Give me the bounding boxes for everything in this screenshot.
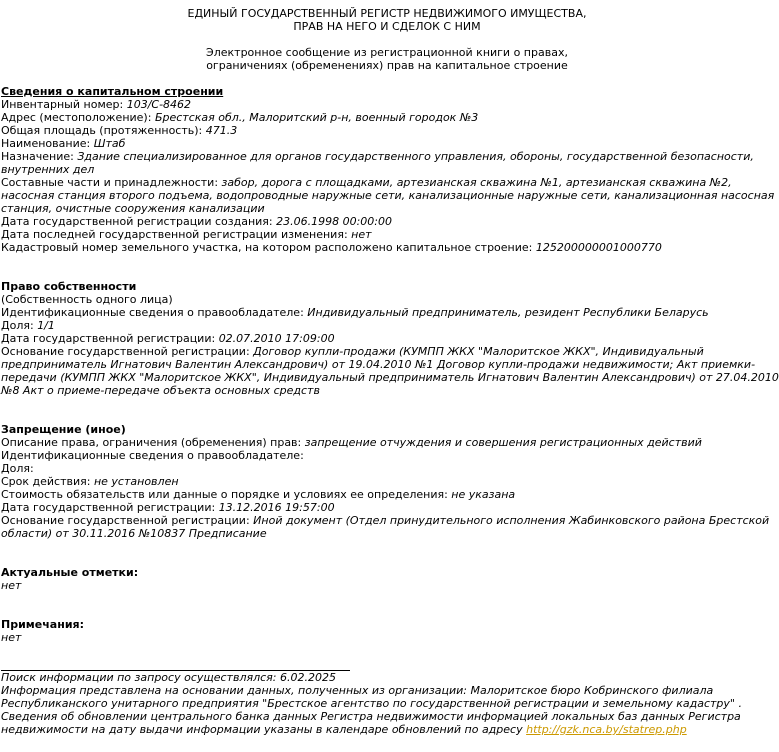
restriction-term-row: [1, 475, 779, 488]
cadastral-value: 125200000001000770: [535, 241, 662, 254]
restriction-reg-date-value: 13.12.2016 19:57:00: [218, 501, 335, 514]
source-info: Информация представлена на основании данных, полученных из организации: Малоритское бюро Кобринского филиала Республиканского унитарного предприятия "Брестское агентство по государственной регистрации и земельному кадастру" .: [1, 684, 742, 710]
title-line-1: ЕДИНЫЙ ГОСУДАРСТВЕННЫЙ РЕГИСТР НЕДВИЖИМОГО ИМУЩЕСТВА,: [187, 7, 587, 20]
restriction-basis-label: Основание государственной регистрации:: [1, 514, 254, 527]
building-section: [1, 85, 779, 254]
purpose-value: Здание специализированное для органов государственного управления, обороны, государственной безопасности, внутренних дел: [1, 150, 754, 176]
ownership-type: (Собственность одного лица): [1, 293, 173, 306]
name-row: [1, 137, 779, 150]
notes-section: [1, 618, 779, 644]
owner-reg-date-label: Дата государственной регистрации:: [1, 332, 219, 345]
owner-reg-date-value: 02.07.2010 17:09:00: [218, 332, 335, 345]
restriction-holder-label: Идентификационные сведения о правообладателе:: [1, 449, 304, 462]
building-heading: Сведения о капитальном строении: [1, 85, 224, 98]
update-text: Сведения об обновлении центрального банка данных Регистра недвижимости информацией локальных баз данных Регистра недвижимости на дату выдачи информации указаны в календаре обновлений по адресу: [1, 710, 741, 736]
changed-row: [1, 228, 779, 241]
restriction-share-label: Доля:: [1, 462, 34, 475]
owner-basis-value: Договор купли-продажи (КУМПП ЖКХ "Малоритское ЖКХ", Индивидуальный предприниматель Игнатович Валентин Александрович) от 19.04.2010 №1 Договор купли-продажи недвижимости; Акт приемки-передачи (КУМПП ЖКХ "Малоритское ЖКХ", Индивидуальный предприниматель Игнатович Валентин Александрович) от 27.04.2010 №8 Акт о приеме-передаче объекта основных средств: [1, 345, 779, 397]
search-date: Поиск информации по запросу осуществлялся: 6.02.2025: [1, 671, 336, 684]
address-value: Брестская обл., Малоритский р-н, военный городок №3: [154, 111, 479, 124]
restriction-basis-row: [1, 514, 779, 540]
inventory-label: Инвентарный номер:: [1, 98, 127, 111]
name-label: Наименование:: [1, 137, 94, 150]
parts-row: [1, 176, 779, 215]
created-row: [1, 215, 779, 228]
parts-label: Составные части и принадлежности:: [1, 176, 222, 189]
update-calendar-link[interactable]: http://gzk.nca.by/statrep.php: [526, 723, 687, 736]
purpose-label: Назначение:: [1, 150, 78, 163]
restriction-cost-row: [1, 488, 779, 501]
changed-label: Дата последней государственной регистрации изменения:: [1, 228, 352, 241]
changed-value: нет: [351, 228, 372, 241]
footer: [1, 671, 779, 736]
restriction-term-label: Срок действия:: [1, 475, 94, 488]
restriction-section: [1, 423, 779, 540]
subtitle-line-1: Электронное сообщение из регистрационной книги о правах,: [206, 46, 568, 59]
created-label: Дата государственной регистрации создания:: [1, 215, 277, 228]
purpose-row: [1, 150, 779, 176]
restriction-reg-date-row: [1, 501, 779, 514]
restriction-term-value: не установлен: [93, 475, 179, 488]
area-row: [1, 124, 779, 137]
marks-section: [1, 566, 779, 592]
restriction-heading: Запрещение (иное): [1, 423, 126, 436]
marks-value: нет: [1, 579, 22, 592]
update-info: [1, 710, 779, 736]
restriction-basis-value: Иной документ (Отдел принудительного исполнения Жабинковского района Брестской области) от 30.11.2016 №10837 Предписание: [1, 514, 770, 540]
area-label: Общая площадь (протяженность):: [1, 124, 206, 137]
cadastral-row: [1, 241, 779, 254]
address-label: Адрес (местоположение):: [1, 111, 155, 124]
ownership-heading: Право собственности: [1, 280, 137, 293]
owner-share-row: [1, 319, 779, 332]
restriction-desc-value: запрещение отчуждения и совершения регистрационных действий: [304, 436, 702, 449]
restriction-cost-value: не указана: [451, 488, 516, 501]
subtitle-line-2: ограничениях (обременениях) прав на капитальное строение: [206, 59, 568, 72]
restriction-cost-label: Стоимость обязательств или данные о порядке и условиях ее определения:: [1, 488, 452, 501]
restriction-reg-date-label: Дата государственной регистрации:: [1, 501, 219, 514]
parts-value: забор, дорога с площадками, артезианская скважина №1, артезианская скважина №2, насосная станция второго подъема, водопроводные наружные сети, канализационные наружные сети, канализационная насосная станция, очистные сооружения канализации: [1, 176, 775, 215]
owner-share-label: Доля:: [1, 319, 38, 332]
owner-basis-label: Основание государственной регистрации:: [1, 345, 254, 358]
owner-reg-date-row: [1, 332, 779, 345]
notes-value: нет: [1, 631, 22, 644]
name-value: Штаб: [93, 137, 126, 150]
owner-share-value: 1/1: [37, 319, 55, 332]
restriction-desc-label: Описание права, ограничения (обременения) прав:: [1, 436, 305, 449]
document-subtitle: [1, 46, 773, 72]
owner-basis-row: [1, 345, 779, 397]
owner-holder-value: Индивидуальный предприниматель, резидент Республики Беларусь: [307, 306, 709, 319]
notes-heading: Примечания:: [1, 618, 84, 631]
ownership-section: [1, 280, 779, 397]
address-row: [1, 111, 779, 124]
inventory-value: 103/С-8462: [126, 98, 192, 111]
cadastral-label: Кадастровый номер земельного участка, на котором расположено капитальное строение:: [1, 241, 536, 254]
restriction-desc-row: [1, 436, 779, 449]
document-title: [1, 7, 773, 33]
owner-holder-row: [1, 306, 779, 319]
marks-heading: Актуальные отметки:: [1, 566, 139, 579]
owner-holder-label: Идентификационные сведения о правообладателе:: [1, 306, 308, 319]
title-line-2: ПРАВ НА НЕГО И СДЕЛОК С НИМ: [293, 20, 481, 33]
inventory-row: [1, 98, 779, 111]
created-value: 23.06.1998 00:00:00: [276, 215, 393, 228]
area-value: 471.3: [205, 124, 238, 137]
